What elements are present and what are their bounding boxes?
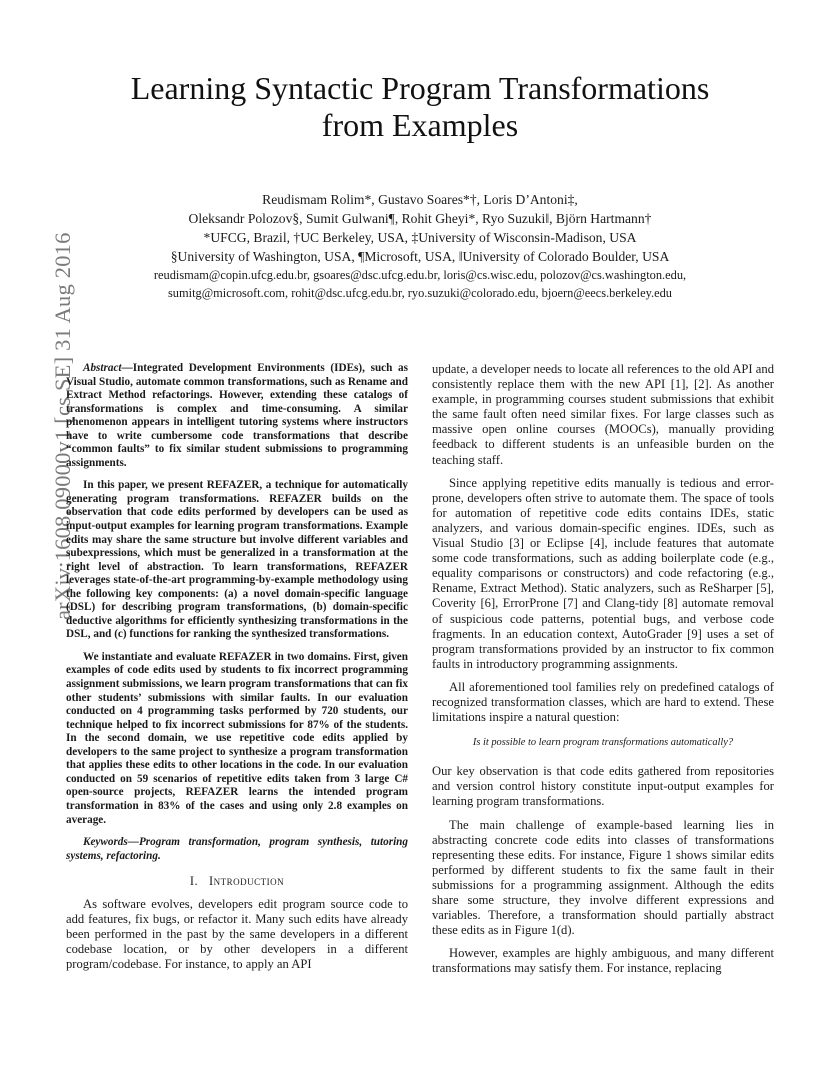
section-heading — [66, 875, 408, 889]
abstract-paragraph-3: We instantiate and evaluate REFAZER in two domains. First, given examples of code edits used by students to fix incorrect programming assignment submissions, we learn program transformations that can fix other students’ submissions with similar faults. In our evaluation conducted on 4 programming tasks performed by 720 students, our technique helped to fix incorrect submissions for 87% of the students. In the second domain, we use repetitive code edits applied by developers to the same project to synthesize a program transformation that applies these edits to other locations in the code. In our evaluation conducted on 59 scenarios of repetitive edits taken from 3 large C# open-source projects, REFAZER learns the intended program transformation in 83% of the cases and using only 2.8 examples on average. — [66, 650, 408, 826]
abstract-text-1: —Integrated Development Environments (IDEs), such as Visual Studio, automate common transformations, such as Rename and Extract Method refactorings. However, extending these catalogs of transformations is complex and time-consuming. A similar phenomenon appears in intelligent tutoring systems where instructors have to write cumbersome code transformations that describe “common faults” to fix similar student submissions to programming assignments. — [66, 362, 408, 469]
arxiv-stamp — [22, 232, 75, 620]
right-paragraph-5: The main challenge of example-based learning lies in abstracting concrete code edits into classes of transformations representing these edits. For instance, Figure 1 shows similar edits performed by different students to fix the same fault in their submissions for a programming assignment. Although the edits share some structure, they involve different expressions and variables. Therefore, a transformation should partially abstract these edits as in Figure 1(d). — [432, 817, 774, 938]
left-column — [66, 362, 408, 980]
arxiv-id: arXiv:1608.09000v1 [cs.SE] 31 Aug 2016 — [50, 232, 75, 620]
affiliation-line-1: *UFCG, Brazil, †UC Berkeley, USA, ‡University of Wisconsin-Madison, USA — [203, 230, 637, 245]
keywords-label: Keywords — [83, 836, 128, 849]
abstract-label: Abstract — [83, 362, 122, 374]
right-paragraph-4: Our key observation is that code edits gathered from repositories and version control history constitute input-output examples for learning program transformations. — [432, 764, 774, 809]
author-block — [80, 190, 760, 302]
keywords — [66, 836, 408, 863]
section-number: I. — [189, 874, 199, 889]
right-paragraph-2: Since applying repetitive edits manually is tedious and error-prone, developers often strive to automate them. The space of tools for automation of repetitive code edits contains IDEs, static analyzers, and various domain-specific engines. IDEs, such as Visual Studio [3] or Eclipse [4], include features that automate some code transformations, such as adding boilerplate code (e.g., equality comparisons or constructors) and code refactoring (e.g., Rename, Extract Method). Static analyzers, such as ReSharper [5], Coverity [6], ErrorProne [7] and Clang-tidy [8] automate removal of suspicious code patterns, potential bugs, and verbose code fragments. In an education context, AutoGrader [9] uses a set of program transformations provided by an instructor to fix common faults in introductory programming assignments. — [432, 475, 774, 671]
right-column — [432, 362, 774, 984]
research-question: Is it possible to learn program transformations automatically? — [472, 737, 734, 749]
right-paragraph-1: update, a developer needs to locate all references to the old API and consistently replace them with the new API [1], [2]. As another example, in programming courses student submissions that exhibit the same fault often need similar fixes. For large classes such as massive open online courses (MOOCs), manually providing feedback to different students is an unfeasible burden on the teaching staff. — [432, 362, 774, 467]
authors-line-2: Oleksandr Polozov§, Sumit Gulwani¶, Rohit Gheyi*, Ryo Suzuki‖, Björn Hartmann† — [188, 211, 652, 226]
email-line-1: reudismam@copin.ufcg.edu.br, gsoares@dsc.ufcg.edu.br, loris@cs.wisc.edu, polozov@cs.washington.edu, — [153, 268, 687, 282]
right-paragraph-6: However, examples are highly ambiguous, and many different transformations may satisfy them. For instance, replacing — [432, 946, 774, 976]
intro-paragraph: As software evolves, developers edit program source code to add features, fix bugs, or refactor it. Many such edits have already been performed in the past by the same developers in a different codebase location, or by other developers in a different program/codebase. For instance, to apply an API — [66, 896, 408, 972]
paper-title — [80, 70, 760, 144]
right-paragraph-3: All aforementioned tool families rely on predefined catalogs of recognized transformation classes, which are hard to extend. These limitations inspire a natural question: — [432, 679, 774, 725]
title-line-2: from Examples — [321, 107, 519, 143]
email-line-2: sumitg@microsoft.com, rohit@dsc.ufcg.edu.br, ryo.suzuki@colorado.edu, bjoern@eecs.berkeley.edu — [167, 286, 673, 300]
authors-line-1: Reudismam Rolim*, Gustavo Soares*†, Loris D’Antoni‡, — [262, 192, 578, 207]
section-title: Introduction — [208, 874, 285, 889]
affiliation-line-2: §University of Washington, USA, ¶Microsoft, USA, ‖University of Colorado Boulder, USA — [170, 249, 670, 264]
abstract-paragraph-1 — [66, 362, 408, 470]
title-line-1: Learning Syntactic Program Transformations — [130, 70, 710, 106]
abstract-paragraph-2: In this paper, we present REFAZER, a technique for automatically generating program transformations. REFAZER builds on the observation that code edits performed by developers can be used as input-output examples for learning program transformations. Example edits may share the same structure but involve different variables and subexpressions, which must be generalized in a transformation at the right level of abstraction. To learn transformations, REFAZER leverages state-of-the-art programming-by-example methodology using the following key components: (a) a novel domain-specific language (DSL) for describing program transformations, (b) domain-specific deductive algorithms for efficiently synthesizing transformations in the DSL, and (c) functions for ranking the synthesized transformations. — [66, 479, 408, 641]
keywords-text: —Program transformation, program synthesis, tutoring systems, refactoring. — [66, 836, 408, 862]
